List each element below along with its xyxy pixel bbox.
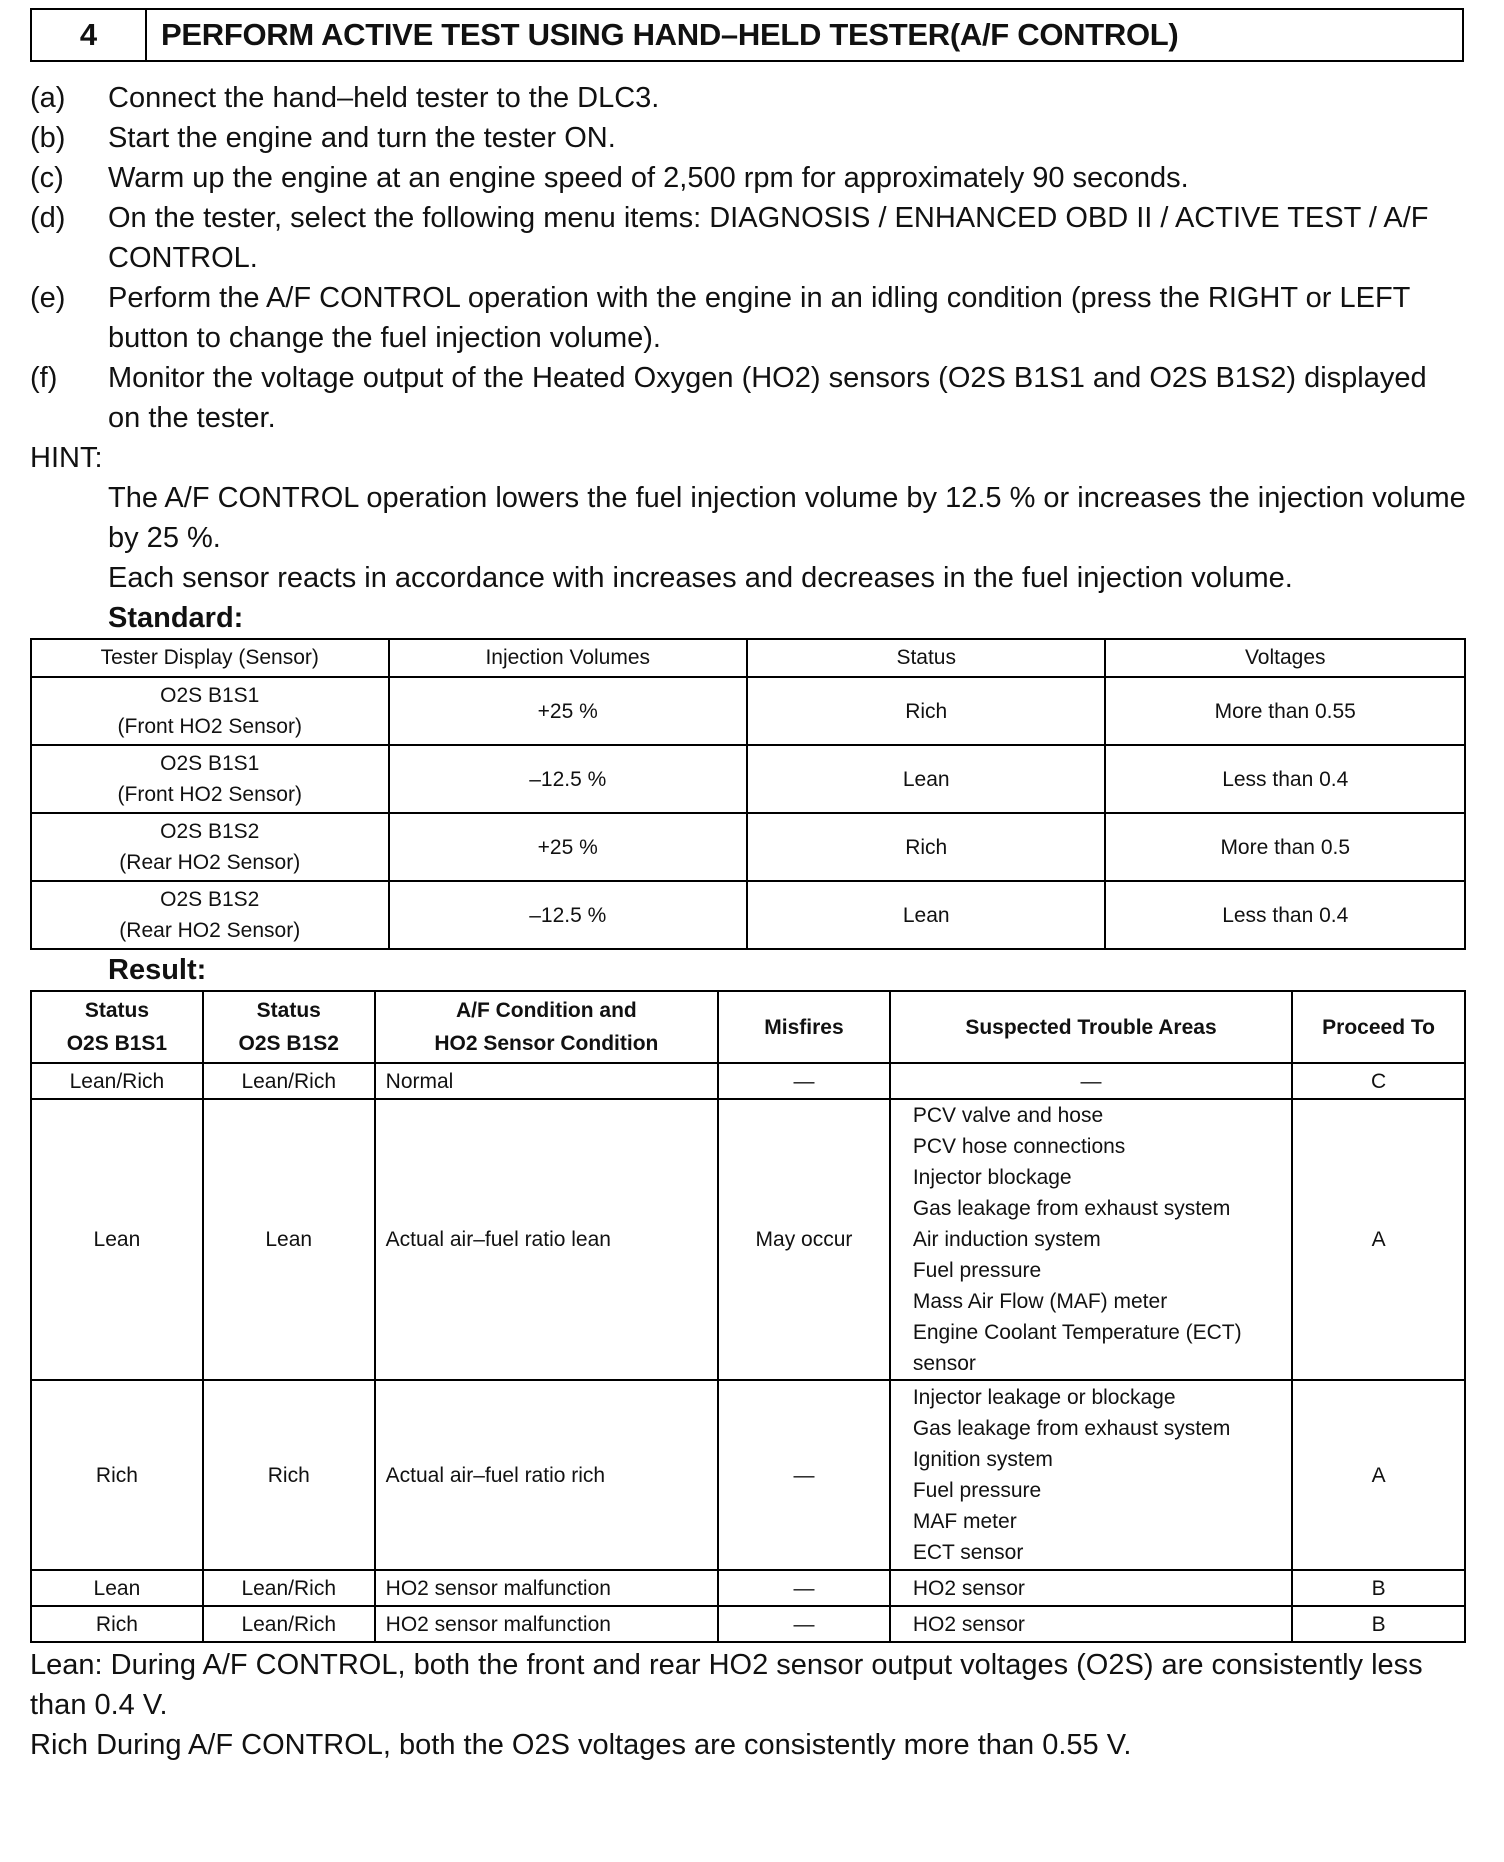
voltage-cell: More than 0.5 bbox=[1105, 813, 1465, 881]
trouble-item: Injector blockage bbox=[912, 1166, 1072, 1189]
table-row bbox=[31, 1380, 1465, 1570]
sensor-cell bbox=[31, 813, 389, 881]
volume-cell: +25 % bbox=[389, 677, 748, 745]
trouble-item: MAF meter bbox=[912, 1510, 1017, 1533]
voltage-cell: Less than 0.4 bbox=[1105, 745, 1465, 813]
column-header: Tester Display (Sensor) bbox=[31, 639, 389, 677]
condition-cell: Actual air–fuel ratio lean bbox=[375, 1099, 718, 1380]
sensor-cell bbox=[31, 677, 389, 745]
sensor-desc: (Rear HO2 Sensor) bbox=[119, 919, 301, 942]
column-header bbox=[375, 991, 718, 1063]
status-cell: Lean bbox=[747, 881, 1105, 949]
trouble-cell: HO2 sensor bbox=[890, 1570, 1292, 1606]
table-header-row bbox=[31, 639, 1465, 677]
trouble-cell bbox=[890, 1099, 1292, 1380]
hint-line: The A/F CONTROL operation lowers the fuel injection volume by 12.5 % or increases the injection volume by 25 %. bbox=[108, 482, 1466, 554]
condition-cell: HO2 sensor malfunction bbox=[375, 1606, 718, 1642]
header-line: Status bbox=[84, 999, 149, 1022]
step-text: Start the engine and turn the tester ON. bbox=[108, 122, 616, 154]
status-b1s2-cell: Lean/Rich bbox=[203, 1606, 375, 1642]
trouble-item: Injector leakage or blockage bbox=[912, 1386, 1176, 1409]
sensor-cell bbox=[31, 745, 389, 813]
header-line: HO2 Sensor Condition bbox=[434, 1032, 659, 1055]
step-label: (b) bbox=[30, 122, 66, 154]
sensor-name: O2S B1S2 bbox=[160, 820, 260, 843]
condition-cell: Actual air–fuel ratio rich bbox=[375, 1380, 718, 1570]
table-row bbox=[31, 1099, 1465, 1380]
status-b1s1-cell: Rich bbox=[31, 1380, 203, 1570]
column-header: Misfires bbox=[718, 991, 890, 1063]
section-header bbox=[30, 8, 1464, 62]
result-notes bbox=[30, 1645, 1466, 1765]
trouble-cell: HO2 sensor bbox=[890, 1606, 1292, 1642]
trouble-item: Gas leakage from exhaust system bbox=[912, 1197, 1231, 1220]
header-line: A/F Condition and bbox=[455, 999, 637, 1022]
status-b1s1-cell: Lean bbox=[31, 1099, 203, 1380]
status-b1s2-cell: Lean bbox=[203, 1099, 375, 1380]
trouble-item: Engine Coolant Temperature (ECT) bbox=[912, 1321, 1242, 1344]
step-b bbox=[30, 118, 1466, 158]
column-header: Voltages bbox=[1105, 639, 1465, 677]
step-c bbox=[30, 158, 1466, 198]
status-b1s1-cell: Lean bbox=[31, 1570, 203, 1606]
voltage-cell: Less than 0.4 bbox=[1105, 881, 1465, 949]
step-text: On the tester, select the following menu items: DIAGNOSIS / ENHANCED OBD II / ACTIVE TEST / A/F CONTROL. bbox=[108, 202, 1429, 274]
step-label: (e) bbox=[30, 282, 66, 314]
proceed-cell: C bbox=[1292, 1063, 1465, 1099]
volume-cell: +25 % bbox=[389, 813, 748, 881]
proceed-cell: A bbox=[1292, 1380, 1465, 1570]
misfires-cell: — bbox=[718, 1063, 890, 1099]
column-header: Suspected Trouble Areas bbox=[890, 991, 1292, 1063]
column-header bbox=[203, 991, 375, 1063]
step-label: (c) bbox=[30, 162, 64, 194]
condition-cell: HO2 sensor malfunction bbox=[375, 1570, 718, 1606]
voltage-cell: More than 0.55 bbox=[1105, 677, 1465, 745]
table-row bbox=[31, 813, 1465, 881]
status-b1s2-cell: Lean/Rich bbox=[203, 1063, 375, 1099]
sensor-cell bbox=[31, 881, 389, 949]
sensor-name: O2S B1S1 bbox=[160, 752, 260, 775]
header-line: O2S B1S1 bbox=[66, 1032, 168, 1055]
step-a bbox=[30, 78, 1466, 118]
misfires-cell: May occur bbox=[718, 1099, 890, 1380]
status-cell: Lean bbox=[747, 745, 1105, 813]
step-label: (f) bbox=[30, 362, 58, 394]
trouble-item: Gas leakage from exhaust system bbox=[912, 1417, 1231, 1440]
status-b1s1-cell: Lean/Rich bbox=[31, 1063, 203, 1099]
column-header: Proceed To bbox=[1292, 991, 1465, 1063]
table-row bbox=[31, 881, 1465, 949]
proceed-cell: B bbox=[1292, 1606, 1465, 1642]
trouble-item: PCV valve and hose bbox=[912, 1104, 1104, 1127]
status-b1s2-cell: Rich bbox=[203, 1380, 375, 1570]
proceed-cell: B bbox=[1292, 1570, 1465, 1606]
misfires-cell: — bbox=[718, 1606, 890, 1642]
header-line: O2S B1S2 bbox=[238, 1032, 339, 1055]
procedure-steps bbox=[30, 78, 1466, 438]
misfires-cell: — bbox=[718, 1380, 890, 1570]
header-line: Status bbox=[256, 999, 321, 1022]
step-d bbox=[30, 198, 1466, 278]
status-b1s2-cell: Lean/Rich bbox=[203, 1570, 375, 1606]
trouble-cell bbox=[890, 1380, 1292, 1570]
standard-heading: Standard: bbox=[108, 602, 244, 634]
sensor-desc: (Rear HO2 Sensor) bbox=[119, 851, 301, 874]
trouble-cell: — bbox=[890, 1063, 1292, 1099]
hint-label: HINT: bbox=[30, 442, 103, 474]
sensor-desc: (Front HO2 Sensor) bbox=[117, 715, 302, 738]
status-cell: Rich bbox=[747, 813, 1105, 881]
table-row bbox=[31, 1606, 1465, 1642]
trouble-item: ECT sensor bbox=[912, 1541, 1024, 1564]
section-title: PERFORM ACTIVE TEST USING HAND–HELD TESTER(A/F CONTROL) bbox=[161, 17, 1179, 52]
step-text: Monitor the voltage output of the Heated Oxygen (HO2) sensors (O2S B1S1 and O2S B1S2) displayed on the tester. bbox=[108, 362, 1427, 434]
trouble-item: Ignition system bbox=[912, 1448, 1053, 1471]
standard-table bbox=[30, 638, 1466, 950]
step-f bbox=[30, 358, 1466, 438]
status-cell: Rich bbox=[747, 677, 1105, 745]
step-e bbox=[30, 278, 1466, 358]
trouble-item: Air induction system bbox=[912, 1228, 1101, 1251]
column-header: Status bbox=[747, 639, 1105, 677]
note-lean: Lean: During A/F CONTROL, both the front and rear HO2 sensor output voltages (O2S) are consistently less than 0.4 V. bbox=[30, 1649, 1423, 1721]
table-row bbox=[31, 677, 1465, 745]
misfires-cell: — bbox=[718, 1570, 890, 1606]
table-header-row bbox=[31, 991, 1465, 1063]
column-header bbox=[31, 991, 203, 1063]
document-page bbox=[30, 8, 1466, 1765]
step-text: Connect the hand–held tester to the DLC3. bbox=[108, 82, 660, 114]
table-row bbox=[31, 1570, 1465, 1606]
condition-cell: Normal bbox=[375, 1063, 718, 1099]
step-label: (d) bbox=[30, 202, 66, 234]
sensor-desc: (Front HO2 Sensor) bbox=[117, 783, 302, 806]
sensor-name: O2S B1S2 bbox=[160, 888, 260, 911]
table-row bbox=[31, 1063, 1465, 1099]
sensor-name: O2S B1S1 bbox=[160, 684, 260, 707]
step-text: Warm up the engine at an engine speed of 2,500 rpm for approximately 90 seconds. bbox=[108, 162, 1189, 194]
trouble-item: PCV hose connections bbox=[912, 1135, 1126, 1158]
result-table bbox=[30, 990, 1466, 1643]
result-heading: Result: bbox=[108, 954, 207, 986]
column-header: Injection Volumes bbox=[389, 639, 748, 677]
proceed-cell: A bbox=[1292, 1099, 1465, 1380]
status-b1s1-cell: Rich bbox=[31, 1606, 203, 1642]
volume-cell: –12.5 % bbox=[389, 745, 748, 813]
trouble-item: sensor bbox=[912, 1352, 976, 1375]
step-label: (a) bbox=[30, 82, 66, 114]
note-rich: Rich During A/F CONTROL, both the O2S voltages are consistently more than 0.55 V. bbox=[30, 1729, 1132, 1761]
volume-cell: –12.5 % bbox=[389, 881, 748, 949]
trouble-item: Fuel pressure bbox=[912, 1479, 1042, 1502]
hint-line: Each sensor reacts in accordance with increases and decreases in the fuel injection volume. bbox=[108, 562, 1293, 594]
table-row bbox=[31, 745, 1465, 813]
trouble-item: Fuel pressure bbox=[912, 1259, 1042, 1282]
trouble-item: Mass Air Flow (MAF) meter bbox=[912, 1290, 1168, 1313]
section-number: 4 bbox=[32, 10, 147, 60]
step-text: Perform the A/F CONTROL operation with the engine in an idling condition (press the RIGHT or LEFT button to change the fuel injection volume). bbox=[108, 282, 1410, 354]
